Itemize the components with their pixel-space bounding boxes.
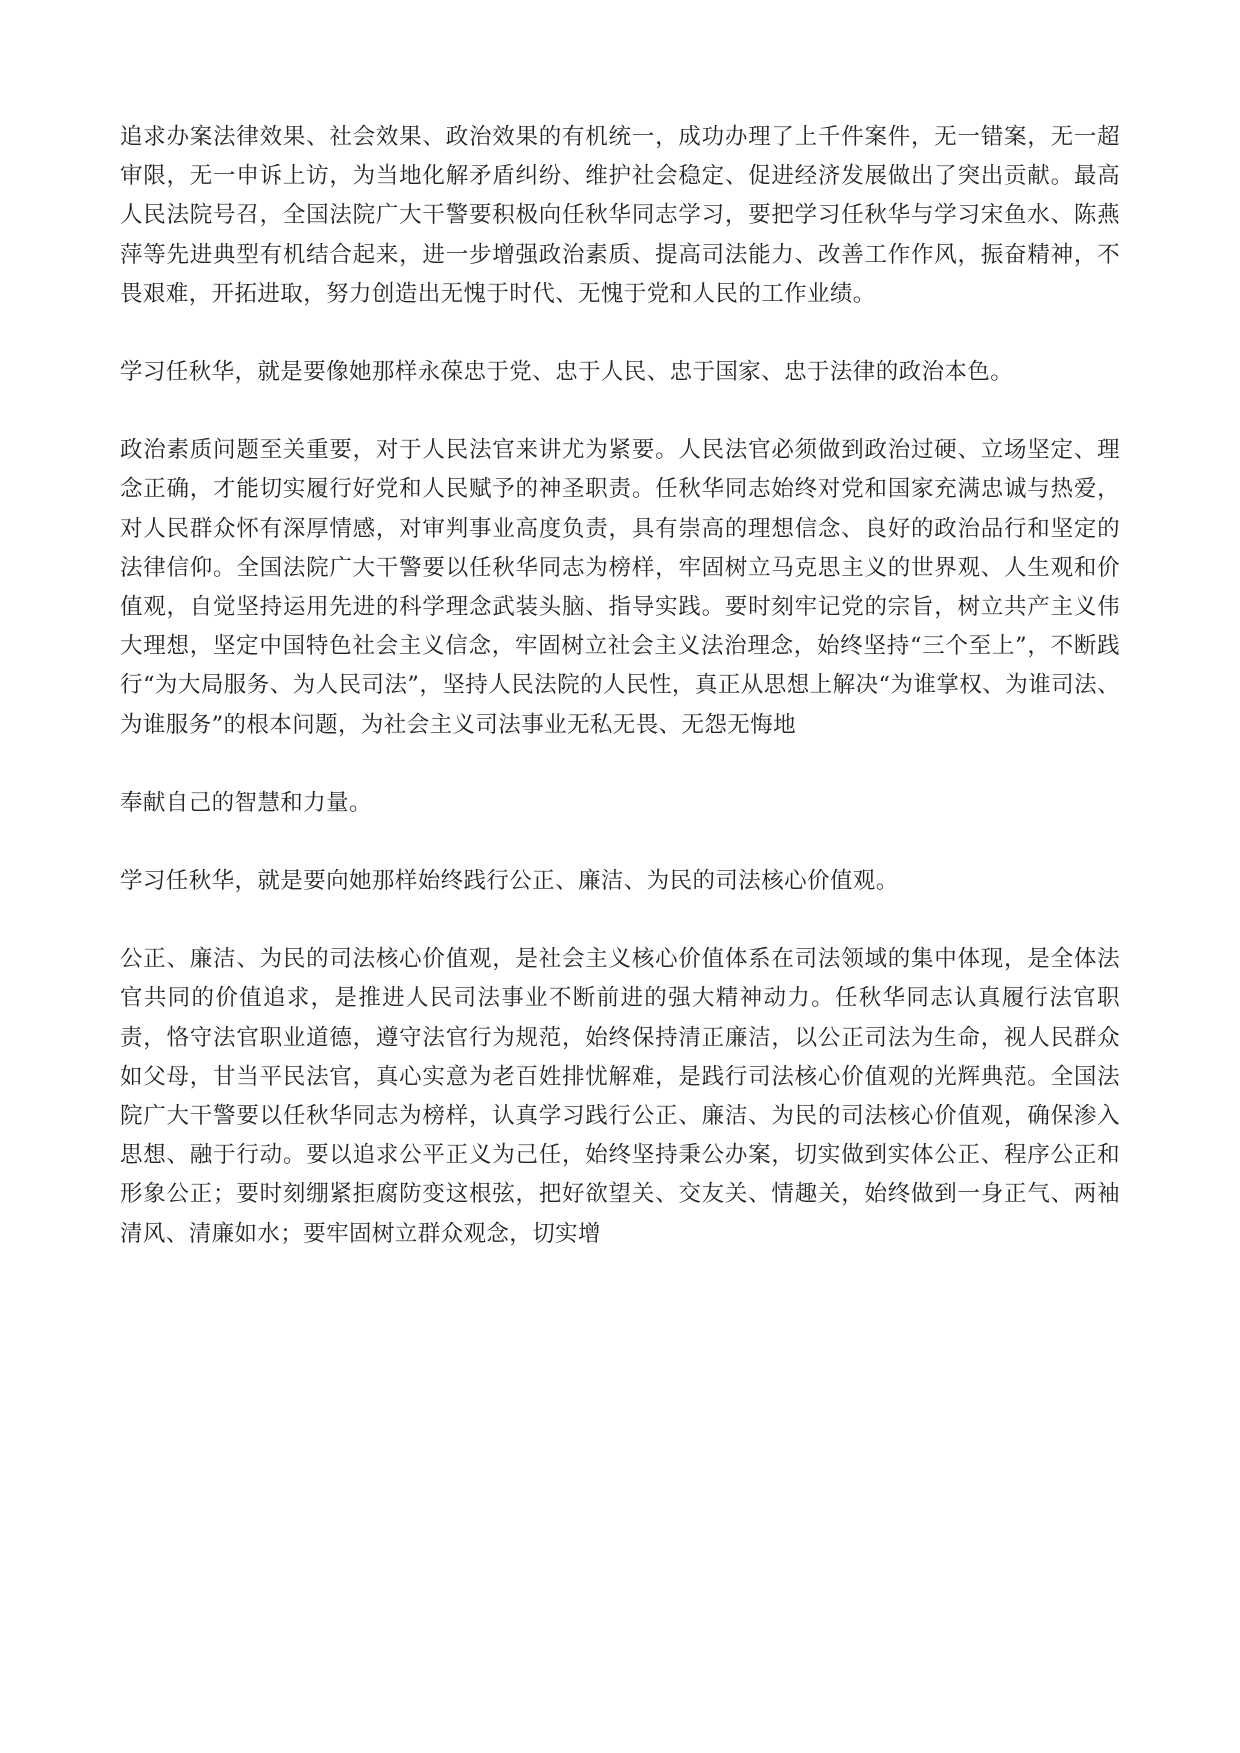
paragraph-5: 学习任秋华，就是要向她那样始终践行公正、廉洁、为民的司法核心价值观。: [120, 868, 899, 895]
paragraph-2: 学习任秋华，就是要像她那样永葆忠于党、忠于人民、忠于国家、忠于法律的政治本色。: [120, 359, 1014, 386]
paragraph-1: 追求办案法律效果、社会效果、政治效果的有机统一，成功办理了上千件案件，无一错案，无一超审限，无一申诉上访，为当地化解矛盾纠纷、维护社会稳定、促进经济发展做出了突出贡献。最高人民法院号召，全国法院广大干警要积极向任秋华同志学习，要把学习任秋华与学习宋鱼水、陈燕萍等先进典型有机结合起来，进一步增强政治素质、提高司法能力、改善工作作风，振奋精神，不畏艰难，开拓进取，努力创造出无愧于时代、无愧于党和人民的工作业绩。: [120, 124, 1120, 307]
paragraph-4: 奉献自己的智慧和力量。: [120, 789, 372, 816]
paragraph-6: 公正、廉洁、为民的司法核心价值观，是社会主义核心价值体系在司法领域的集中体现，是全体法官共同的价值追求，是推进人民司法事业不断前进的强大精神动力。任秋华同志认真履行法官职责，恪守法官职业道德，遵守法官行为规范，始终保持清正廉洁，以公正司法为生命，视人民群众如父母，甘当平民法官，真心实意为老百姓排忧解难，是践行司法核心价值观的光辉典范。全国法院广大干警要以任秋华同志为榜样，认真学习践行公正、廉洁、为民的司法核心价值观，确保渗入思想、融于行动。要以追求公平正义为己任，始终坚持秉公办案，切实做到实体公正、程序公正和形象公正；要时刻绷紧拒腐防变这根弦，把好欲望关、交友关、情趣关，始终做到一身正气、两袖清风、清廉如水；要牢固树立群众观念，切实增: [120, 946, 1120, 1247]
document-body: [120, 118, 1120, 1254]
paragraph-3: 政治素质问题至关重要，对于人民法官来讲尤为紧要。人民法官必须做到政治过硬、立场坚定、理念正确，才能切实履行好党和人民赋予的神圣职责。任秋华同志始终对党和国家充满忠诚与热爱，对人民群众怀有深厚情感，对审判事业高度负责，具有崇高的理想信念、良好的政治品行和坚定的法律信仰。全国法院广大干警要以任秋华同志为榜样，牢固树立马克思主义的世界观、人生观和价值观，自觉坚持运用先进的科学理念武装头脑、指导实践。要时刻牢记党的宗旨，树立共产主义伟大理想，坚定中国特色社会主义信念，牢固树立社会主义法治理念，始终坚持“三个至上”，不断践行“为大局服务、为人民司法”，坚持人民法院的人民性，真正从思想上解决“为谁掌权、为谁司法、为谁服务”的根本问题，为社会主义司法事业无私无畏、无怨无悔地: [120, 437, 1120, 738]
